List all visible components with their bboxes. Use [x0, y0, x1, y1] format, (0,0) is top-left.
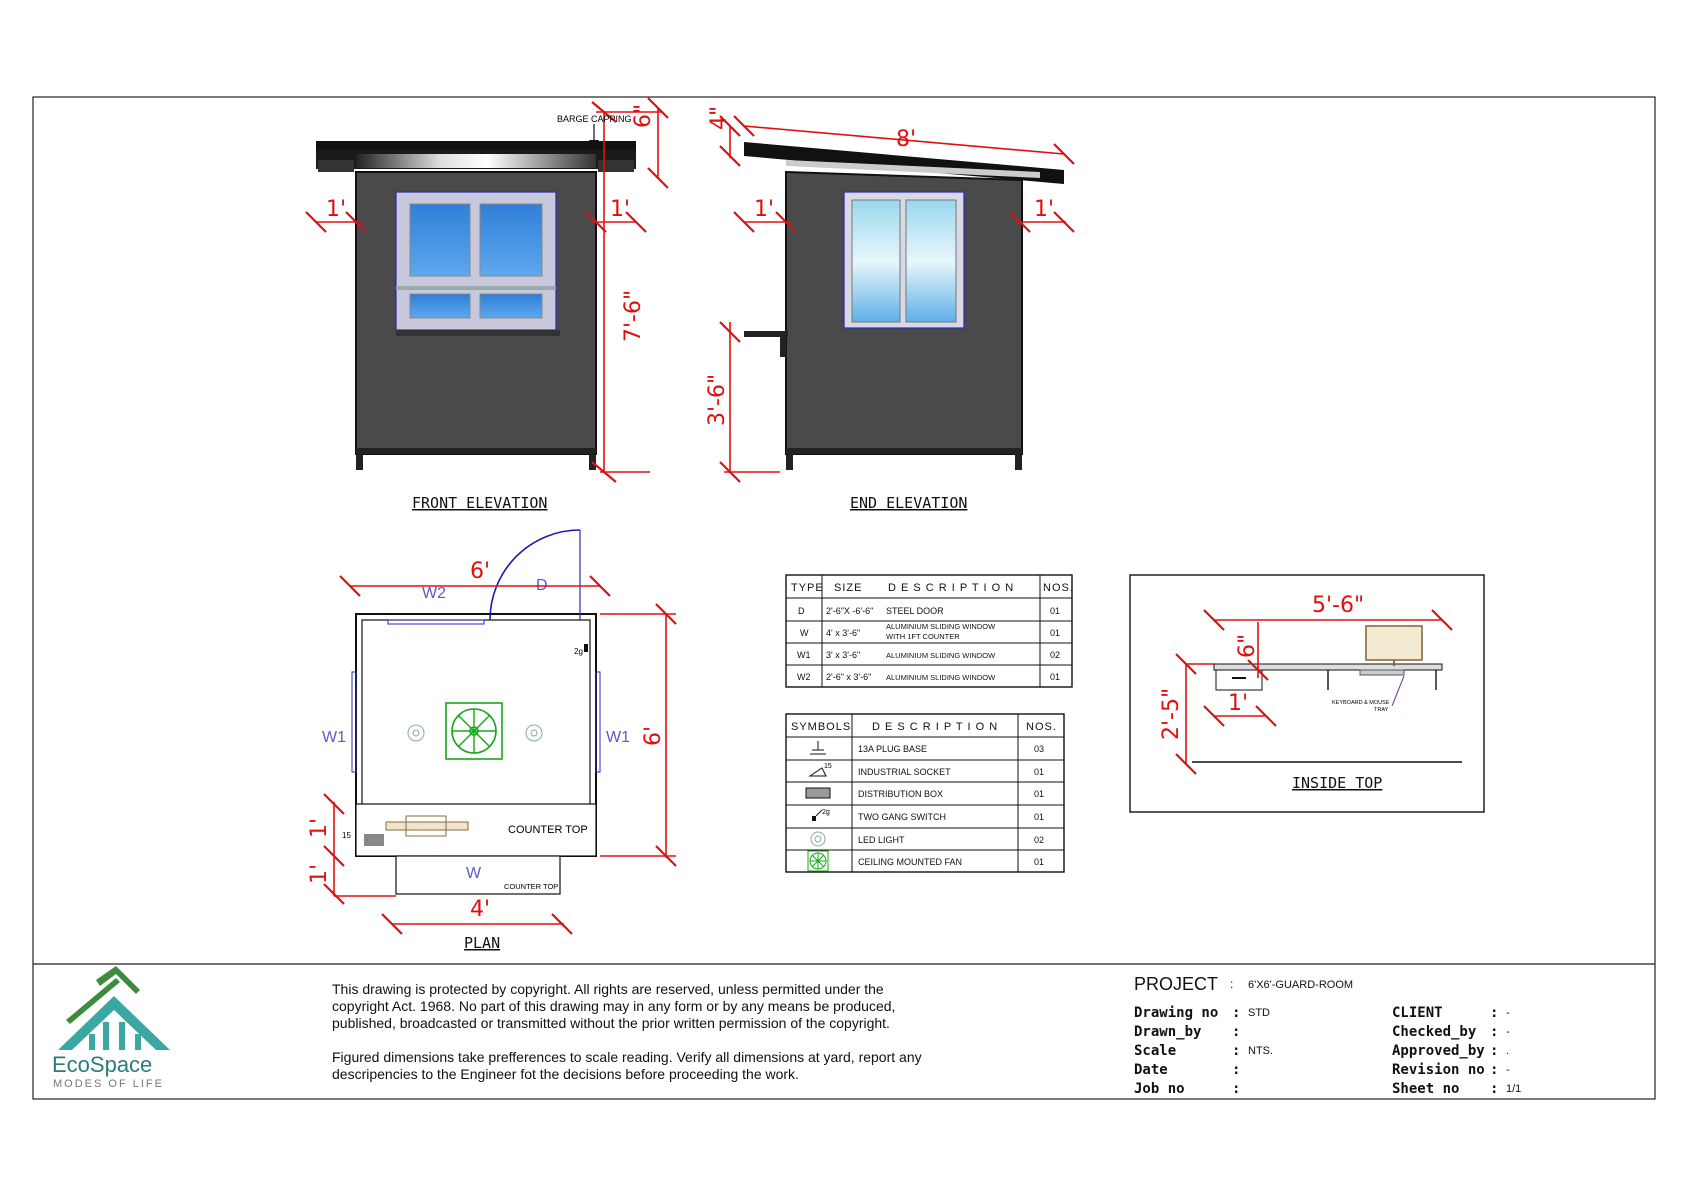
inside-top-view [1130, 575, 1484, 812]
plan-dim-counter1: 1' [307, 817, 332, 838]
tb-separator: : [1490, 1024, 1499, 1040]
plan-dim-bottom: 4' [470, 897, 491, 922]
schedule-row-desc: STEEL DOOR [886, 606, 944, 616]
tb-left-value: STD [1248, 1007, 1270, 1019]
schedule-row-desc: ALUMINIUM SLIDING WINDOW [886, 622, 996, 631]
plan-dim-depth: 6' [641, 725, 666, 746]
plan-label-w2: W2 [422, 585, 446, 602]
end-dim-counter: 3'-6" [705, 373, 730, 426]
front-dim-height: 7'-6" [621, 289, 646, 342]
schedule-row-desc2: WITH 1FT COUNTER [886, 632, 960, 641]
ceiling-fan-icon [808, 851, 828, 871]
barge-capping-label: BARGE CAPPING [557, 114, 632, 124]
tb-left-value: NTS. [1248, 1045, 1274, 1057]
schedule-row-size: 2'-6" x 3'-6" [826, 672, 872, 682]
distribution-box-icon [806, 788, 830, 798]
tb-separator: : [1490, 1062, 1499, 1078]
front-dim-top: 6" [631, 103, 656, 128]
end-dim-width: 8' [896, 127, 917, 152]
legend-row-nos: 01 [1034, 857, 1045, 867]
project-label: PROJECT [1134, 974, 1219, 994]
tb-separator: : [1232, 1005, 1241, 1021]
legend-row-nos: 03 [1034, 744, 1045, 754]
schedule-header-nos: NOS. [1043, 582, 1074, 594]
legend-header-desc: D E S C R I P T I O N [872, 721, 999, 733]
tb-separator: : [1490, 1043, 1499, 1059]
tb-left-key: Date [1134, 1062, 1168, 1078]
tb-separator: : [1490, 1005, 1499, 1021]
keyboard-tray [1360, 670, 1404, 675]
front-elevation [306, 98, 668, 512]
tb-right-value: . [1506, 1045, 1510, 1057]
two-gang-switch-icon [812, 809, 830, 821]
logo-name: EcoSpace [52, 1052, 153, 1077]
plan-counter-top-label: COUNTER TOP [508, 824, 588, 836]
tb-left-key: Drawing no [1134, 1005, 1219, 1021]
tb-right-value: - [1506, 1026, 1510, 1038]
legend-header-nos: NOS. [1026, 721, 1057, 733]
schedule-row-desc: ALUMINIUM SLIDING WINDOW [886, 651, 996, 660]
legend-row-nos: 01 [1034, 767, 1045, 777]
project-value: 6'X6'-GUARD-ROOM [1248, 979, 1354, 991]
plan-view [307, 530, 676, 952]
tb-right-key: Approved_by [1392, 1043, 1485, 1059]
schedule-header-desc: D E S C R I P T I O N [888, 582, 1015, 594]
door-swing [490, 530, 580, 620]
tb-separator: : [1490, 1081, 1499, 1097]
door-window-schedule [786, 575, 1074, 687]
copyright-line: This drawing is protected by copyright. All rights are reserved, unless permitted under the [332, 981, 884, 997]
schedule-row-type: D [798, 606, 805, 616]
plan-counter-top-small: COUNTER TOP [504, 882, 559, 891]
schedule-row-nos: 02 [1050, 650, 1061, 660]
tb-separator: : [1232, 1024, 1241, 1040]
tb-left-key: Drawn_by [1134, 1024, 1202, 1040]
legend-socket-mark: 15 [824, 763, 832, 770]
schedule-header-size: SIZE [834, 582, 863, 594]
plan-switch-mark: 2g [574, 647, 583, 656]
end-dim-top: 4" [707, 105, 732, 130]
end-elevation-title: END ELEVATION [850, 494, 968, 512]
schedule-row-type: W [800, 628, 809, 638]
plan-label-w: W [466, 865, 482, 882]
tb-right-value: - [1506, 1007, 1510, 1019]
title-block [1134, 974, 1521, 1097]
tb-right-key: Sheet no [1392, 1081, 1460, 1097]
end-elevation [705, 106, 1074, 512]
inside-dim-gap: 6" [1235, 633, 1260, 658]
plan-label-w1-right: W1 [606, 729, 630, 746]
copyright-line: copyright Act. 1968. No part of this drawing may in any form or by any means be produced, [332, 998, 896, 1014]
tb-left-key: Job no [1134, 1081, 1185, 1097]
logo-tagline: MODES OF LIFE [53, 1078, 164, 1090]
inside-counter [1214, 664, 1442, 670]
copyright-notes [332, 981, 922, 1082]
inside-top-title: INSIDE TOP [1292, 774, 1383, 792]
legend-row-desc: INDUSTRIAL SOCKET [858, 767, 951, 777]
legend-row-nos: 02 [1034, 835, 1045, 845]
legend-switch-mark: 2g [822, 809, 830, 816]
figured-dims-line: descripencies to the Engineer fot the decisions before proceeding the work. [332, 1066, 799, 1082]
tb-separator: : [1232, 1081, 1241, 1097]
plug-base-icon [810, 741, 826, 754]
industrial-socket-icon [810, 763, 832, 776]
tb-right-value: - [1506, 1064, 1510, 1076]
tray-label-2: TRAY [1374, 707, 1389, 713]
legend-row-desc: CEILING MOUNTED FAN [858, 857, 963, 867]
tb-right-key: Checked_by [1392, 1024, 1477, 1040]
tb-separator: : [1232, 1043, 1241, 1059]
legend-row-desc: LED LIGHT [858, 835, 905, 845]
tb-right-value: 1/1 [1506, 1083, 1522, 1095]
schedule-row-size: 3' x 3'-6" [826, 650, 861, 660]
front-dim-left: 1' [326, 197, 347, 222]
tb-left-key: Scale [1134, 1043, 1177, 1059]
legend-row-nos: 01 [1034, 789, 1045, 799]
legend-row-desc: TWO GANG SWITCH [858, 812, 946, 822]
front-dim-right: 1' [610, 197, 631, 222]
legend-row-desc: 13A PLUG BASE [858, 744, 928, 754]
schedule-row-size: 4' x 3'-6" [826, 628, 861, 638]
tb-separator: : [1232, 1062, 1241, 1078]
schedule-row-desc: ALUMINIUM SLIDING WINDOW [886, 673, 996, 682]
schedule-row-size: 2'-6"X -6'-6" [826, 606, 874, 616]
legend-row-nos: 01 [1034, 812, 1045, 822]
tb-right-key: CLIENT [1392, 1005, 1443, 1021]
schedule-row-nos: 01 [1050, 628, 1061, 638]
end-dim-right: 1' [1034, 197, 1055, 222]
plan-label-d: D [536, 577, 548, 594]
plan-socket-mark: 15 [342, 831, 351, 840]
legend-header-symbols: SYMBOLS [791, 721, 852, 733]
front-roof [316, 141, 636, 149]
schedule-row-type: W1 [797, 650, 811, 660]
schedule-header-type: TYPE [791, 582, 824, 594]
tray-label-1: KEYBOARD & MOUSE [1332, 700, 1390, 706]
inside-drawer [1216, 670, 1262, 690]
plan-dim-width: 6' [470, 559, 491, 584]
symbol-legend [786, 714, 1064, 872]
plan-title: PLAN [464, 934, 501, 952]
inside-monitor [1366, 626, 1422, 660]
end-counter [744, 331, 788, 337]
tb-right-key: Revision no [1392, 1062, 1485, 1078]
led-light-icon [811, 832, 825, 846]
schedule-row-type: W2 [797, 672, 811, 682]
front-elevation-title: FRONT ELEVATION [412, 494, 548, 512]
figured-dims-line: Figured dimensions take prefferences to scale reading. Verify all dimensions at yard, report any [332, 1049, 922, 1065]
plan-label-w1-left: W1 [322, 729, 346, 746]
inside-dim-drawer: 1' [1228, 691, 1249, 716]
inside-dim-height: 2'-5" [1159, 687, 1184, 740]
end-dim-left: 1' [754, 197, 775, 222]
legend-row-desc: DISTRIBUTION BOX [858, 789, 944, 799]
inside-dim-width: 5'-6" [1312, 593, 1365, 618]
schedule-row-nos: 01 [1050, 606, 1061, 616]
plan-dim-counter2: 1' [307, 863, 332, 884]
project-separator: : [1230, 977, 1234, 991]
schedule-row-nos: 01 [1050, 672, 1061, 682]
copyright-line: published, broadcasted or transmitted without the prior written permission of the copyright. [332, 1015, 890, 1031]
company-logo [52, 966, 170, 1090]
